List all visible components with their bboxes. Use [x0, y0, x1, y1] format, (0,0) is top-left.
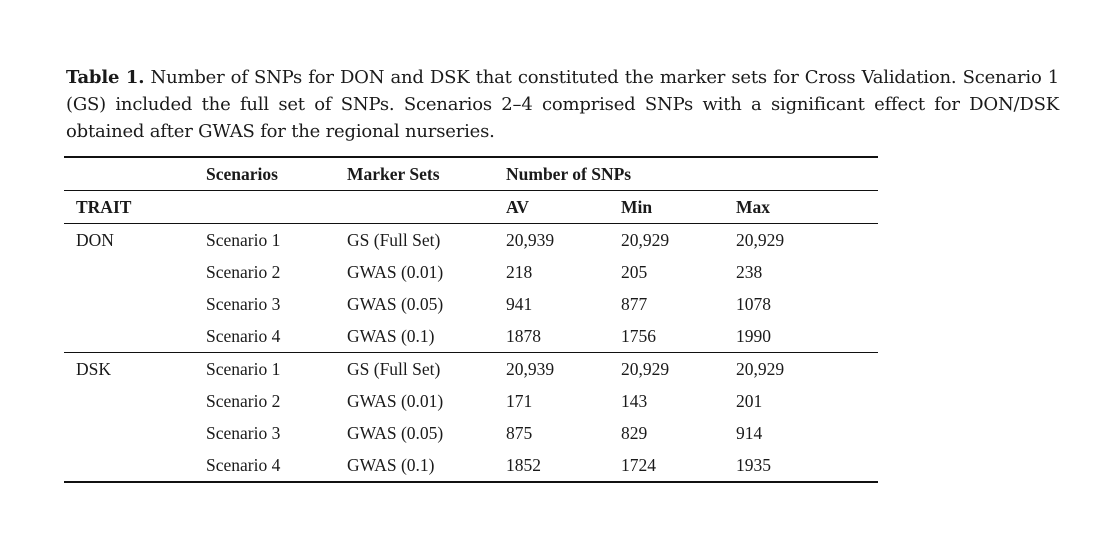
scenario-cell: Scenario 4 [206, 454, 281, 475]
scenario-cell: Scenario 4 [206, 320, 347, 353]
header-sub-blank-scen [206, 191, 347, 224]
header-sub-blank-mark [347, 191, 506, 224]
table-row [64, 417, 878, 449]
av-cell: 20,939 [506, 358, 555, 379]
av-cell: 1878 [506, 320, 621, 353]
marker-set-cell: GWAS (0.05) [347, 422, 444, 443]
marker-set-cell: GWAS (0.05) [347, 293, 444, 314]
max-cell: 20,929 [736, 229, 785, 250]
min-cell: 20,929 [621, 229, 670, 250]
max-cell: 1990 [736, 320, 878, 353]
min-cell: 829 [621, 422, 648, 443]
table-row [64, 449, 878, 482]
min-cell: 1724 [621, 454, 656, 475]
trait-cell-empty [64, 288, 206, 320]
scenario-cell: Scenario 3 [206, 293, 281, 314]
table-caption-text: Number of SNPs for DON and DSK that constituted the marker sets for Cross Validation. Scenario 1 (GS) included the full set of SNPs. Scenarios 2–4 comprised SNPs with a significant effect for DON/DSK obtained after GWAS for the regional nurseries. [66, 67, 1060, 142]
header-scenarios: Scenarios [206, 157, 347, 191]
min-cell: 143 [621, 390, 648, 411]
table-row [64, 385, 878, 417]
trait-cell-empty [64, 256, 206, 288]
table-body [64, 224, 878, 483]
min-cell: 1756 [621, 320, 736, 353]
av-cell: 20,939 [506, 229, 555, 250]
max-cell: 914 [736, 422, 763, 443]
scenario-cell: Scenario 1 [206, 358, 281, 379]
header-max: Max [736, 191, 878, 224]
marker-set-cell: GWAS (0.1) [347, 454, 435, 475]
table-row [64, 256, 878, 288]
table-header-row-top [64, 157, 878, 191]
av-cell: 1852 [506, 454, 541, 475]
marker-set-cell: GWAS (0.01) [347, 390, 444, 411]
table-row [64, 288, 878, 320]
snp-table [64, 156, 878, 483]
scenario-cell: Scenario 3 [206, 422, 281, 443]
trait-cell-empty [64, 320, 206, 353]
av-cell: 941 [506, 293, 533, 314]
table-row [64, 353, 878, 386]
marker-set-cell: GWAS (0.1) [347, 320, 506, 353]
table-row [64, 320, 878, 353]
trait-cell-empty [64, 449, 206, 482]
header-number-of-snps: Number of SNPs [506, 157, 878, 191]
table-caption [66, 64, 1059, 145]
scenario-cell: Scenario 2 [206, 261, 281, 282]
trait-cell-empty [64, 417, 206, 449]
table-caption-label: Table 1. [66, 67, 145, 88]
max-cell: 1078 [736, 293, 771, 314]
scenario-cell: Scenario 1 [206, 229, 281, 250]
max-cell: 20,929 [736, 358, 785, 379]
max-cell: 238 [736, 261, 763, 282]
max-cell: 1935 [736, 454, 771, 475]
min-cell: 20,929 [621, 358, 670, 379]
marker-set-cell: GS (Full Set) [347, 229, 441, 250]
header-av: AV [506, 191, 621, 224]
marker-set-cell: GS (Full Set) [347, 358, 441, 379]
min-cell: 205 [621, 261, 648, 282]
header-marker-sets: Marker Sets [347, 157, 506, 191]
trait-cell: DON [76, 229, 114, 250]
header-trait-blank [64, 157, 206, 191]
trait-cell: DSK [76, 358, 112, 379]
header-trait: TRAIT [64, 191, 206, 224]
header-min: Min [621, 191, 736, 224]
table-header-row-sub [64, 191, 878, 224]
scenario-cell: Scenario 2 [206, 390, 281, 411]
table-row [64, 224, 878, 257]
max-cell: 201 [736, 390, 763, 411]
min-cell: 877 [621, 293, 648, 314]
trait-cell-empty [64, 385, 206, 417]
av-cell: 171 [506, 390, 533, 411]
marker-set-cell: GWAS (0.01) [347, 261, 444, 282]
av-cell: 218 [506, 261, 533, 282]
av-cell: 875 [506, 422, 533, 443]
